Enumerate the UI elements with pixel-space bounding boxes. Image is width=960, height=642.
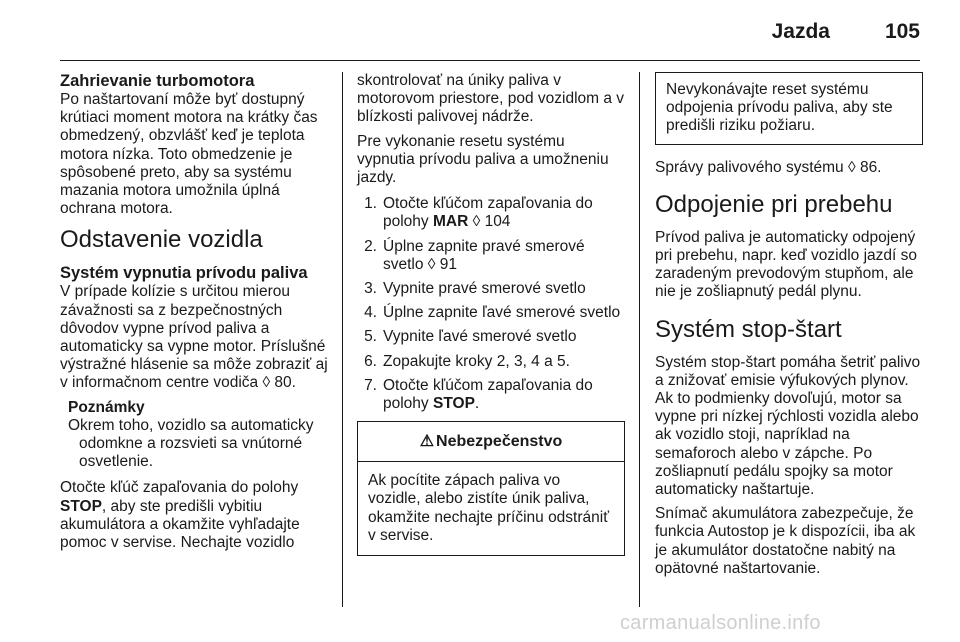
list-item: 3. Vypnite pravé smerové svetlo	[364, 280, 586, 298]
note-title: Poznámky	[68, 398, 145, 416]
column-1	[60, 72, 330, 558]
heading-stopstart: Systém stop-štart	[655, 315, 842, 343]
column-2	[357, 72, 625, 556]
danger-title: Nebezpečenstvo	[436, 432, 563, 450]
column-divider-1	[342, 72, 343, 607]
stop-text-a: Otočte kľúč zapaľovania do polohy	[60, 479, 299, 497]
page-header	[60, 18, 920, 48]
stop-key: STOP	[60, 497, 102, 515]
warning-icon: ⚠	[419, 432, 435, 450]
column-3	[655, 72, 923, 584]
paragraph-stopstart-2: Snímač akumulátora zabezpečuje, že funkcia Autostop je k dispozícii, iba ak je akumulátor dostatočne nabitý na opätovné naštartovanie.	[655, 505, 916, 577]
danger-box	[357, 421, 625, 556]
note-block	[60, 399, 330, 472]
paragraph-system: V prípade kolízie s určitou mierou závažnosti sa z bezpečnostných dôvodov vypne prívod paliva a automaticky sa vypne motor. Príslušné výstražné hlásenie sa môže zobraziť aj v informačnom centre vodiča ◊ 80.	[60, 283, 328, 392]
heading-odstavenie: Odstavenie vozidla	[60, 226, 263, 254]
list-item: 2. Úplne zapnite pravé smerové svetlo ◊ 91	[364, 237, 585, 273]
page-number: 105	[884, 20, 920, 43]
list-item: 6. Zopakujte kroky 2, 3, 4 a 5.	[364, 352, 570, 370]
list-item: 4. Úplne zapnite ľavé smerové svetlo	[364, 304, 621, 322]
paragraph-continued: skontrolovať na úniky paliva v motorovom priestore, pod vozidlom a v blízkosti palivovej nádrže.	[357, 72, 625, 126]
danger-header	[358, 422, 624, 462]
steps-list	[357, 195, 625, 413]
paragraph-spravy: Správy palivového systému ◊ 86.	[655, 158, 882, 176]
header-rule	[60, 60, 920, 61]
danger-box-continued: Nevykonávajte reset systému odpojenia prívodu paliva, aby ste predišli riziku požiaru.	[655, 72, 923, 145]
header-title: Jazda	[771, 20, 830, 43]
stop-text-b: , aby ste predišli vybitiu akumulátora a okamžite vyhľadajte pomoc v servise. Nechajte vozidlo	[60, 497, 300, 552]
danger-body: Ak pocítite zápach paliva vo vozidle, alebo zistíte únik paliva, okamžite nechajte príčinu odstrániť v servise.	[368, 472, 610, 544]
paragraph-stopstart-1: Systém stop-štart pomáha šetriť palivo a znižovať emisie výfukových plynov. Ak to podmienky dovoľujú, motor sa vypne pri nízkej rýchlosti vozidla alebo ak vozidlo stoji, napríklad na semaforoch alebo v zápche. Po zošliapnutí pedálu spojky sa motor automaticky naštartuje.	[655, 353, 921, 499]
list-item: 7. Otočte kľúčom zapaľovania do polohy STOP.	[364, 376, 593, 413]
paragraph-reset: Pre vykonanie resetu systému vypnutia prívodu paliva a umožneniu jazdy.	[357, 132, 609, 187]
watermark: carmanualsonline.info	[620, 612, 821, 634]
note-body: Okrem toho, vozidlo sa automaticky odomkne a rozsvieti sa vnútorné osvetlenie.	[68, 416, 314, 471]
heading-odpojenie: Odpojenie pri prebehu	[655, 190, 893, 218]
heading-turbo: Zahrievanie turbomotora	[60, 72, 255, 90]
list-item: 5. Vypnite ľavé smerové svetlo	[364, 328, 577, 346]
heading-system: Systém vypnutia prívodu paliva	[60, 264, 308, 283]
column-divider-2	[639, 72, 640, 607]
list-item: 1. Otočte kľúčom zapaľovania do polohy MAR ◊ 104	[364, 195, 593, 231]
paragraph-stop	[60, 479, 330, 552]
paragraph-odpojenie: Prívod paliva je automaticky odpojený pri prebehu, napr. keď vozidlo jazdí so zaradeným prevodovým stupňom, ale nie je zošliapnutý pedál plynu.	[655, 228, 917, 301]
paragraph-turbo: Po naštartovaní môže byť dostupný krútiaci moment motora na krátky čas obmedzený, obzvlášť keď je teplota motora nízka. Toto obmedzenie je spôsobené preto, aby sa systému mazania motora umožnila úplná ochrana motora.	[60, 91, 318, 218]
